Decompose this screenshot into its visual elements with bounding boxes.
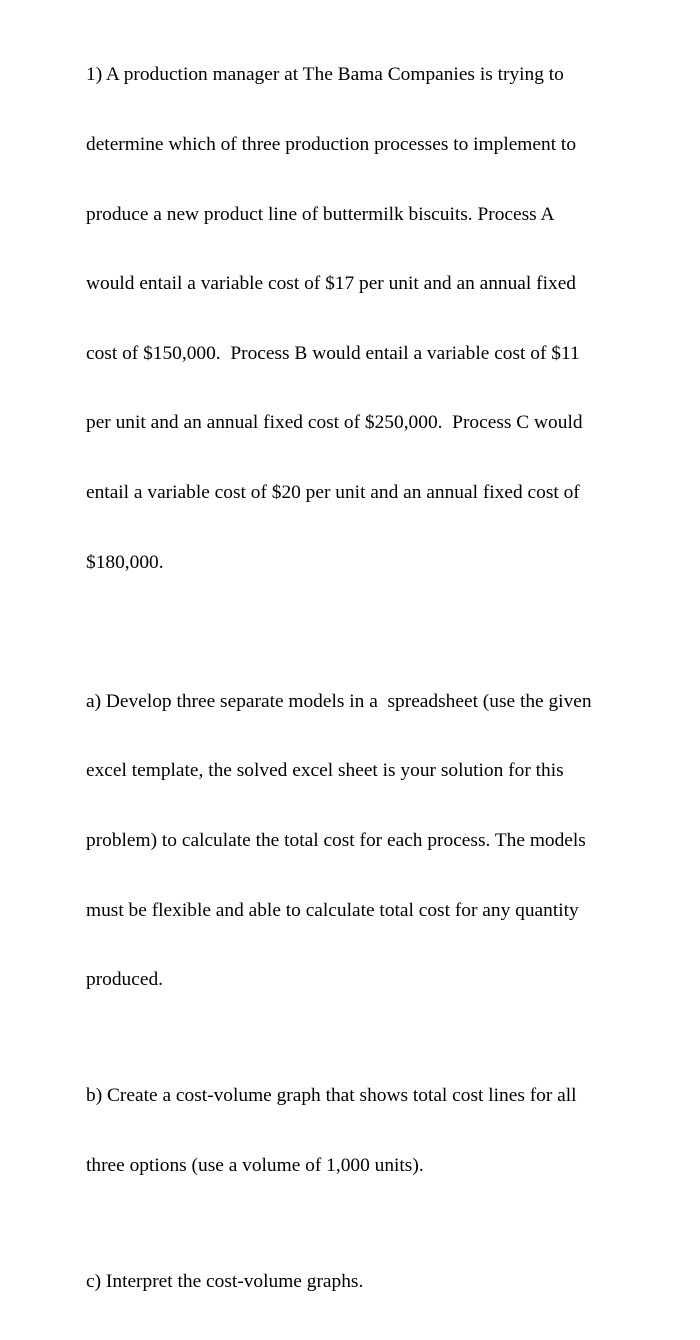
intro-line: entail a variable cost of $20 per unit and an annual fixed cost of [86, 482, 580, 504]
part-b [86, 1038, 686, 1224]
part-a [86, 643, 686, 1037]
part-a-line: excel template, the solved excel sheet is your solution for this [86, 760, 564, 782]
part-a-line: must be flexible and able to calculate total cost for any quantity [86, 899, 579, 921]
intro-line: per unit and an annual fixed cost of $250,000. Process C would [86, 412, 583, 434]
part-c-line: c) Interpret the cost-volume graphs. [86, 1270, 364, 1292]
intro-line: determine which of three production processes to implement to [86, 134, 577, 156]
problem-intro [86, 17, 686, 620]
intro-line: 1) A production manager at The Bama Companies is trying to [86, 64, 564, 86]
paragraph-spacer [86, 620, 686, 643]
part-c [86, 1224, 686, 1340]
intro-line: $180,000. [86, 551, 164, 573]
part-a-line: problem) to calculate the total cost for each process. The models [86, 830, 586, 852]
part-a-line: a) Develop three separate models in a spreadsheet (use the given [86, 690, 592, 712]
intro-line: produce a new product line of buttermilk biscuits. Process A [86, 203, 555, 225]
problem-document [86, 17, 686, 1340]
part-a-line: produced. [86, 969, 163, 991]
part-b-line: b) Create a cost-volume graph that shows total cost lines for all [86, 1085, 577, 1107]
intro-line: cost of $150,000. Process B would entail a variable cost of $11 [86, 342, 580, 364]
part-b-line: three options (use a volume of 1,000 units). [86, 1154, 424, 1176]
intro-line: would entail a variable cost of $17 per unit and an annual fixed [86, 273, 576, 295]
